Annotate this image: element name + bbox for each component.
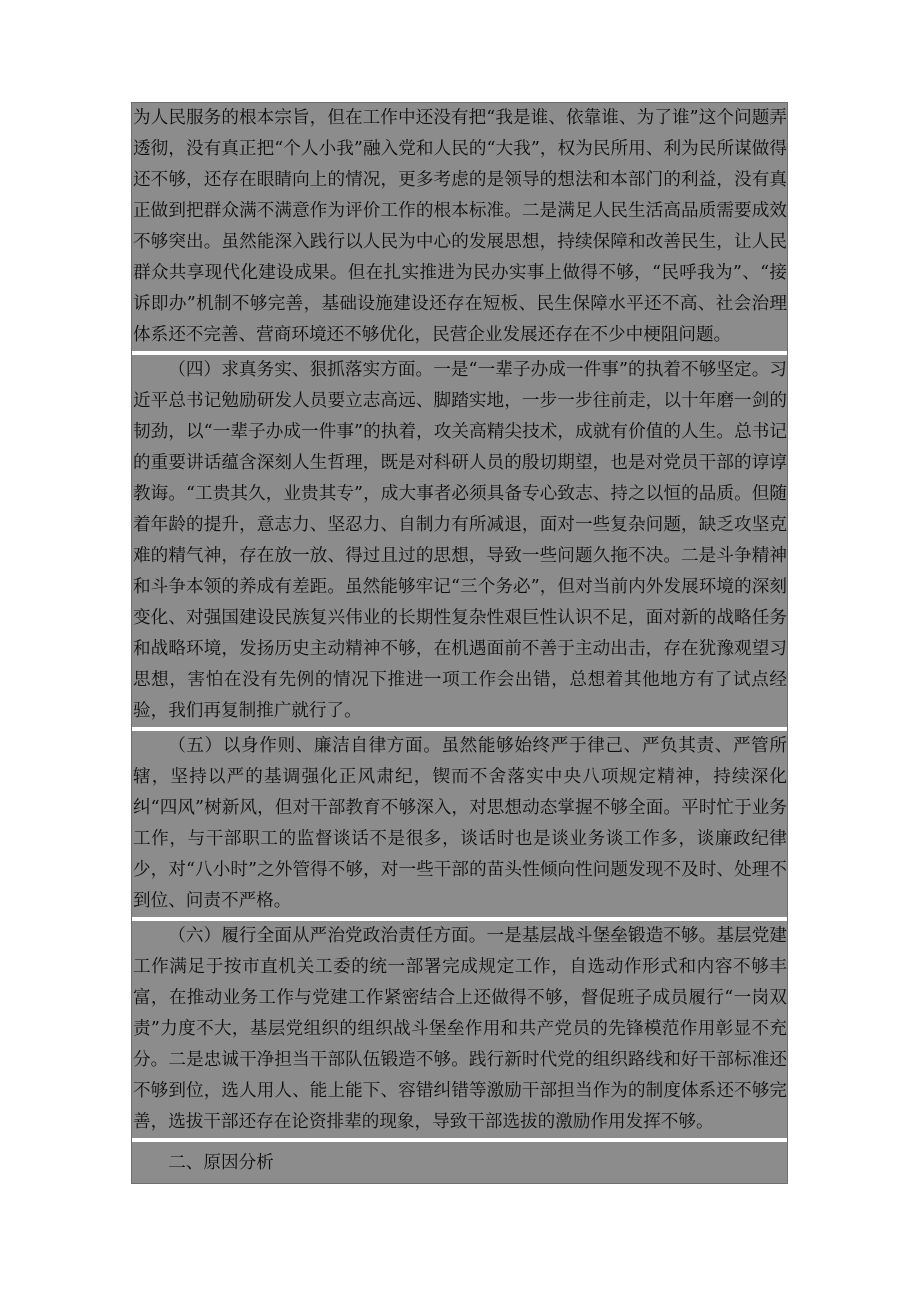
paragraph-continuation: 为人民服务的根本宗旨，但在工作中还没有把“我是谁、依靠谁、为了谁”这个问题弄透彻，没有真正把“个人小我”融入党和人民的“大我”，权为民所用、利为民所谋做得还不够，还存在眼睛向上的情况，更多考虑的是领导的想法和本部门的利益，没有真正做到把群众满不满意作为评价工作的根本标准。二是满足人民生活高品质需要成效不够突出。虽然能深入践行以人民为中心的发展思想，持续保障和改善民生，让人民群众共享现代化建设成果。但在扎实推进为民办实事上做得不够，“民呼我为”、“接诉即办”机制不够完善，基础设施建设还存在短板、民生保障水平还不高、社会治理体系还不完善、营商环境还不够优化，民营企业发展还存在不少中梗阻问题。 — [132, 103, 787, 351]
paragraph-section-5: （五）以身作则、廉洁自律方面。虽然能够始终严于律己、严负其责、严管所辖，坚持以严的基调强化正风肃纪，锲而不舍落实中央八项规定精神，持续深化纠“四风”树新风，但对干部教育不够深入，对思想动态掌握不够全面。平时忙于业务工作，与干部职工的监督谈话不是很多，谈话时也是谈业务谈工作多，谈廉政纪律少，对“八小时”之外管得不够，对一些干部的苗头性倾向性问题发现不及时、处理不到位、问责不严格。 — [132, 731, 787, 917]
paragraph-section-4: （四）求真务实、狠抓落实方面。一是“一辈子办成一件事”的执着不够坚定。习近平总书记勉励研发人员要立志高远、脚踏实地，一步一步往前走，以十年磨一剑的韧劲，以“一辈子办成一件事”的执着，攻关高精尖技术，成就有价值的人生。总书记的重要讲话蕴含深刻人生哲理，既是对科研人员的殷切期望，也是对党员干部的谆谆教诲。“工贵其久，业贵其专”，成大事者必须具备专心致志、持之以恒的品质。但随着年龄的提升，意志力、坚忍力、自制力有所减退，面对一些复杂问题，缺乏攻坚克难的精气神，存在放一放、得过且过的思想，导致一些问题久拖不决。二是斗争精神和斗争本领的养成有差距。虽然能够牢记“三个务必”，但对当前内外发展环境的深刻变化、对强国建设民族复兴伟业的长期性复杂性艰巨性认识不足，面对新的战略任务和战略环境，发扬历史主动精神不够，在机遇面前不善于主动出击，存在犹豫观望习思想，害怕在没有先例的情况下推进一项工作会出错，总想着其他地方有了试点经验，我们再复制推广就行了。 — [132, 355, 787, 727]
paragraph-section-6: （六）履行全面从严治党政治责任方面。一是基层战斗堡垒锻造不够。基层党建工作满足于按市直机关工委的统一部署完成规定工作，自选动作形式和内容不够丰富，在推动业务工作与党建工作紧密结合上还做得不够，督促班子成员履行“一岗双责”力度不大，基层党组织的组织战斗堡垒作用和共产党员的先锋模范作用彰显不充分。二是忠诚干净担当干部队伍锻造不够。践行新时代党的组织路线和好干部标准还不够到位，选人用人、能上能下、容错纠错等激励干部担当作为的制度体系还不够完善，选拔干部还存在论资排辈的现象，导致干部选拔的激励作用发挥不够。 — [132, 921, 787, 1138]
document-body — [131, 102, 788, 1184]
section-heading: 二、原因分析 — [132, 1142, 787, 1183]
